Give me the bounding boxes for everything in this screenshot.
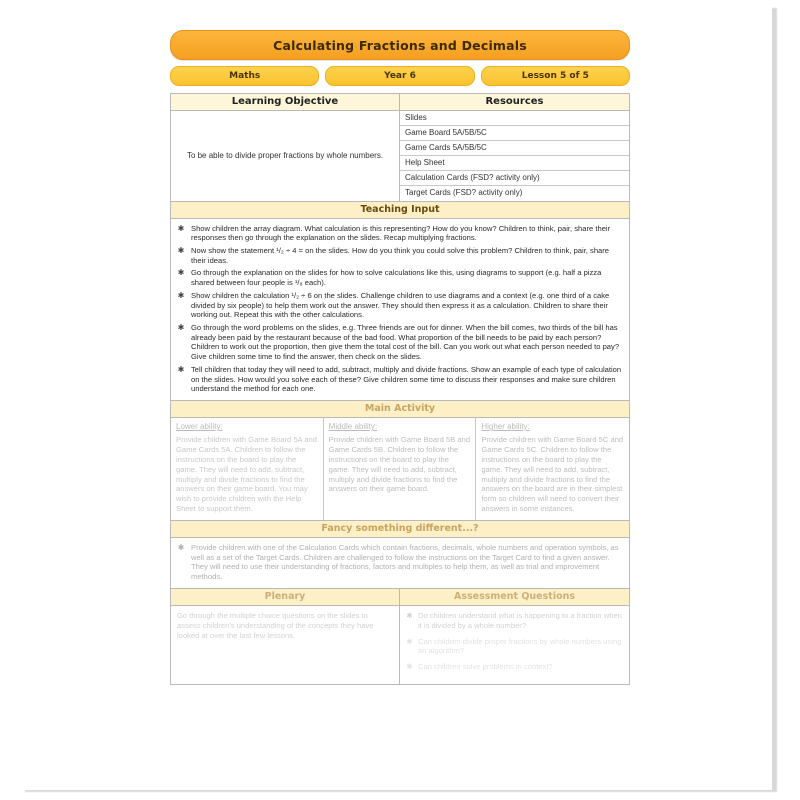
ability-label: Middle ability: bbox=[328, 422, 378, 432]
bullet-icon: ✱ bbox=[177, 542, 185, 552]
list-item: ✱ Can children divide proper fractions by whole numbers using an algorithm? bbox=[406, 636, 622, 656]
teaching-input-bullets bbox=[171, 219, 629, 402]
page-title: Calculating Fractions and Decimals bbox=[273, 37, 527, 53]
bullet-icon: ✱ bbox=[177, 364, 185, 374]
bullet-icon: ✱ bbox=[177, 246, 185, 255]
section-header-assessment-questions: Assessment Questions bbox=[400, 589, 629, 606]
list-item: ✱ Go through the explanation on the slides for how to solve calculations like this, using diagrams to support (e.g. half a pizza shared between four people is ¹/₈ each). bbox=[177, 268, 602, 288]
table-header-row bbox=[171, 94, 629, 111]
list-item: Game Cards 5A/5B/5C bbox=[400, 141, 629, 156]
fancy-bullets bbox=[171, 538, 629, 589]
list-item: Target Cards (FSD? activity only) bbox=[405, 188, 523, 198]
list-item: Game Board 5A/5B/5C bbox=[400, 126, 629, 141]
section-header-main-activity: Main Activity bbox=[171, 401, 629, 418]
bullet-icon: ✱ bbox=[406, 636, 413, 646]
plenary-text: Go through the multiple choice questions on the slides to assess children's understanding of the concepts they have looked at over the last few lessons. bbox=[177, 610, 374, 641]
list-item: ✱ Tell children that today they will need to add, subtract, multiply and divide fractions. Show an example of each type of calculation on the slides. How would you solve each of these? Give children some time to discuss their responses and make sure children understand the method for each one. bbox=[177, 364, 622, 394]
section-header-fancy-something-different: Fancy something different...? bbox=[171, 521, 629, 538]
year-pill: Year 6 bbox=[325, 66, 474, 86]
bullet-icon: ✱ bbox=[406, 610, 413, 620]
list-item: ✱ Do children understand what is happening to a fraction when it is divided by a whole number? bbox=[406, 610, 622, 630]
objective-resources-row bbox=[171, 111, 629, 202]
list-item: Help Sheet bbox=[400, 156, 629, 171]
main-activity-middle bbox=[324, 418, 477, 520]
bullet-icon: ✱ bbox=[406, 662, 413, 672]
objective-header: Learning Objective bbox=[171, 94, 400, 111]
bullet-icon: ✱ bbox=[177, 268, 185, 278]
ability-text: Provide children with Game Board 5A and Game Cards 5A. Children to follow the instructions on the board to play the game. They will need to add, subtract, multiply and divide fractions to find the answers on their game board. You may wish to provide children with the Help Sheet to support them. bbox=[176, 435, 317, 514]
ability-label: Lower ability: bbox=[176, 422, 223, 432]
bullet-icon: ✱ bbox=[177, 323, 185, 333]
ability-label: Higher ability: bbox=[481, 422, 530, 432]
list-item: Calculation Cards (FSD? activity only) bbox=[400, 171, 629, 186]
subject-pill: Maths bbox=[170, 66, 319, 86]
list-item: ✱ Provide children with one of the Calculation Cards which contain fractions, decimals, whole numbers and operation symbols, as well as a set of the Target Cards. Children are challenged to follow the instructions on the Target Card to find a given answer. They will need to use their understanding of fractions, factors and multiples to help them, as well as trial and improvement methods. bbox=[177, 542, 619, 582]
ability-text: Provide children with Game Board 5C and Game Cards 5C. Children to follow the instructions on the board to play the game. They will need to add, subtract, multiply and divide fractions to find the answers on the board are in their simplest form so children will need to convert their answers in some instances. bbox=[481, 435, 624, 514]
bullet-icon: ✱ bbox=[177, 290, 185, 300]
section-header-plenary: Plenary bbox=[171, 589, 399, 606]
plenary-assessment-row bbox=[171, 589, 629, 685]
plenary-column bbox=[171, 589, 400, 684]
lesson-plan-table bbox=[170, 93, 630, 685]
list-item: ✱ Go through the word problems on the slides, e.g. Three friends are out for dinner. When the bill comes, two thirds of the bill has already been paid by the restaurant because of the bad food. What proportion of the bill needs to be paid by each person? Children to work out the proportion, then give them the total cost of the bill. Can you work out what each person needed to pay? Give children some time to find the answer, then check on the slides. bbox=[177, 323, 620, 362]
ability-text: Provide children with Game Board 5B and Game Cards 5B. Children to follow the instructions on the board to play the game. They will need to add, subtract, multiply and divide fractions to find the answers on their game board. bbox=[328, 435, 471, 494]
list-item: ✱ Now show the statement ¹/₂ ÷ 4 = on the slides. How do you think you could solve this problem? Children to think, pair, share their ideas. bbox=[177, 246, 610, 265]
main-activity-columns bbox=[171, 418, 629, 521]
main-activity-lower bbox=[171, 418, 324, 520]
assessment-column bbox=[400, 589, 629, 684]
lesson-plan-sheet bbox=[170, 30, 630, 685]
section-header-teaching-input: Teaching Input bbox=[171, 202, 629, 219]
assessment-questions-list bbox=[400, 606, 629, 684]
bullet-icon: ✱ bbox=[177, 223, 185, 233]
document-title-bar bbox=[170, 30, 630, 60]
list-item: ✱ Show children the calculation ¹/₂ ÷ 6 on the slides. Challenge children to use diagrams and a context (e.g. one third of a cake divided by six people) to help them work out the answer. They should then express it as a calculation. Children to share their working out. Repeat this with the other calculations. bbox=[177, 290, 610, 320]
objective-text: To be able to divide proper fractions by whole numbers. bbox=[171, 111, 400, 202]
meta-pill-row bbox=[170, 66, 630, 86]
resources-header: Resources bbox=[400, 94, 629, 111]
list-item: ✱ Can children solve problems in context? bbox=[406, 662, 553, 672]
lesson-pill: Lesson 5 of 5 bbox=[481, 66, 630, 86]
main-activity-higher bbox=[476, 418, 629, 520]
list-item: ✱ Show children the array diagram. What calculation is this representing? How do you know? Children to think, pair, share their responses then go through the explanation on the slides. Recap multiplying fractions. bbox=[177, 223, 611, 243]
resources-list bbox=[400, 111, 629, 202]
list-item: Slides bbox=[400, 111, 629, 126]
